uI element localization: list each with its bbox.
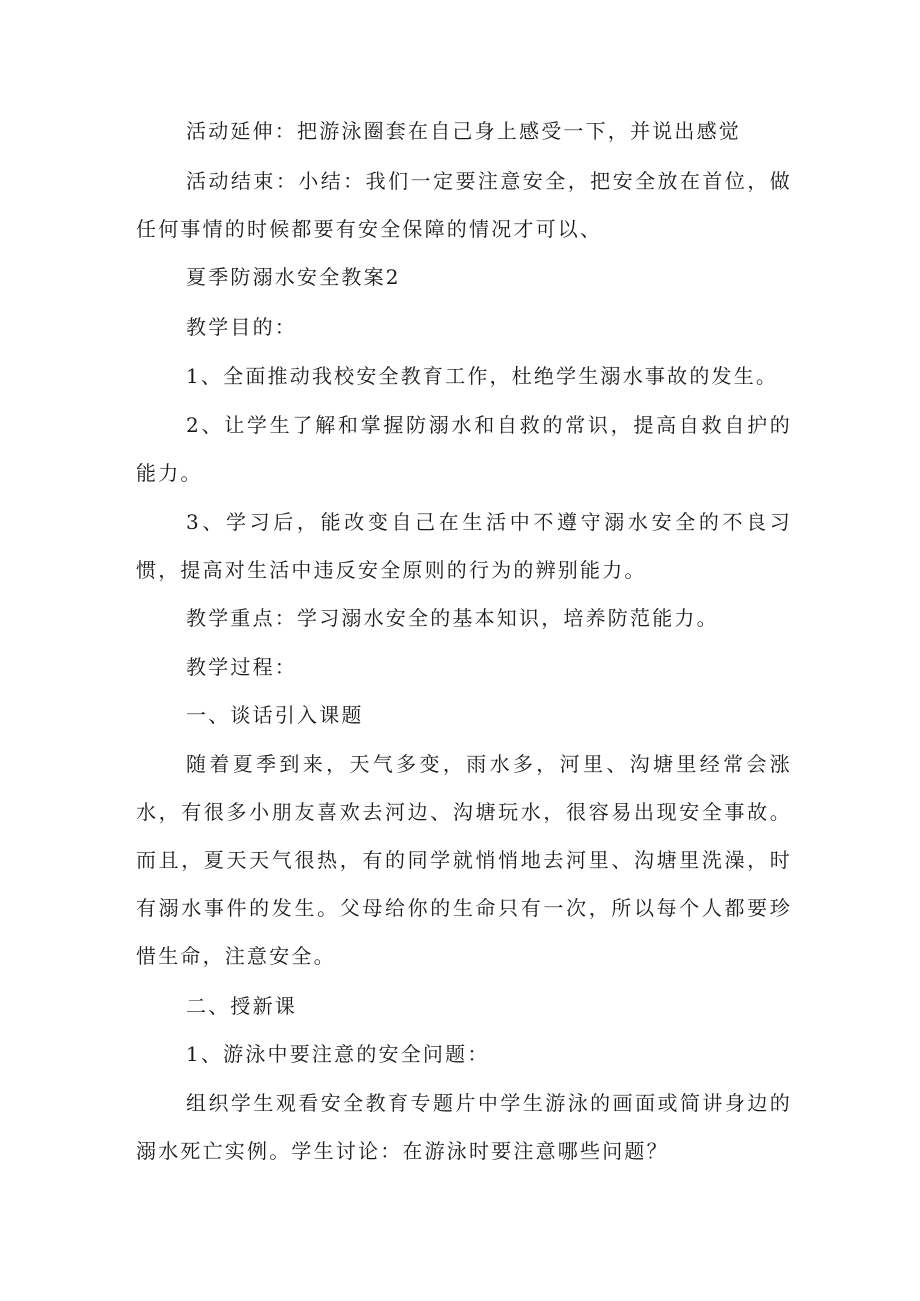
heading-teaching-goals: 教学目的：: [186, 315, 297, 339]
heading-step-2: 二、授新课: [186, 994, 297, 1018]
section-title-lesson-plan-2: 夏季防溺水安全教案2: [186, 265, 401, 289]
paragraph-teaching-focus: 教学重点：学习溺水安全的基本知识，培养防范能力。: [186, 606, 719, 630]
heading-swimming-safety: 1、游泳中要注意的安全问题：: [186, 1042, 490, 1066]
paragraph-activity-extension: 活动延伸：把游泳圈套在自己身上感受一下，并说出感觉: [186, 119, 741, 143]
paragraph-activity-end: 活动结束：小结：我们一定要注意安全，把安全放在首位，做任何事情的时候都要有安全保障的情况才可以、: [136, 169, 792, 241]
heading-step-1: 一、谈话引入课题: [186, 703, 364, 727]
goal-item-1: 1、全面推动我校安全教育工作，杜绝学生溺水事故的发生。: [186, 364, 779, 388]
paragraph-introduction: 随着夏季到来，天气多变，雨水多，河里、沟塘里经常会涨水，有很多小朋友喜欢去河边、沟塘玩水，很容易出现安全事故。而且，夏天天气很热，有的同学就悄悄地去河里、沟塘里洗澡，时有溺水事件的发生。父母给你的生命只有一次，所以每个人都要珍惜生命，注意安全。: [136, 752, 792, 968]
goal-item-2: 2、让学生了解和掌握防溺水和自救的常识，提高自救自护的能力。: [136, 413, 792, 485]
goal-item-3: 3、学习后，能改变自己在生活中不遵守溺水安全的不良习惯，提高对生活中违反安全原则的行为的辨别能力。: [136, 510, 792, 582]
paragraph-discussion: 组织学生观看安全教育专题片中学生游泳的画面或简讲身边的溺水死亡实例。学生讨论：在游泳时要注意哪些问题？: [136, 1091, 792, 1163]
heading-teaching-process: 教学过程：: [186, 655, 297, 679]
